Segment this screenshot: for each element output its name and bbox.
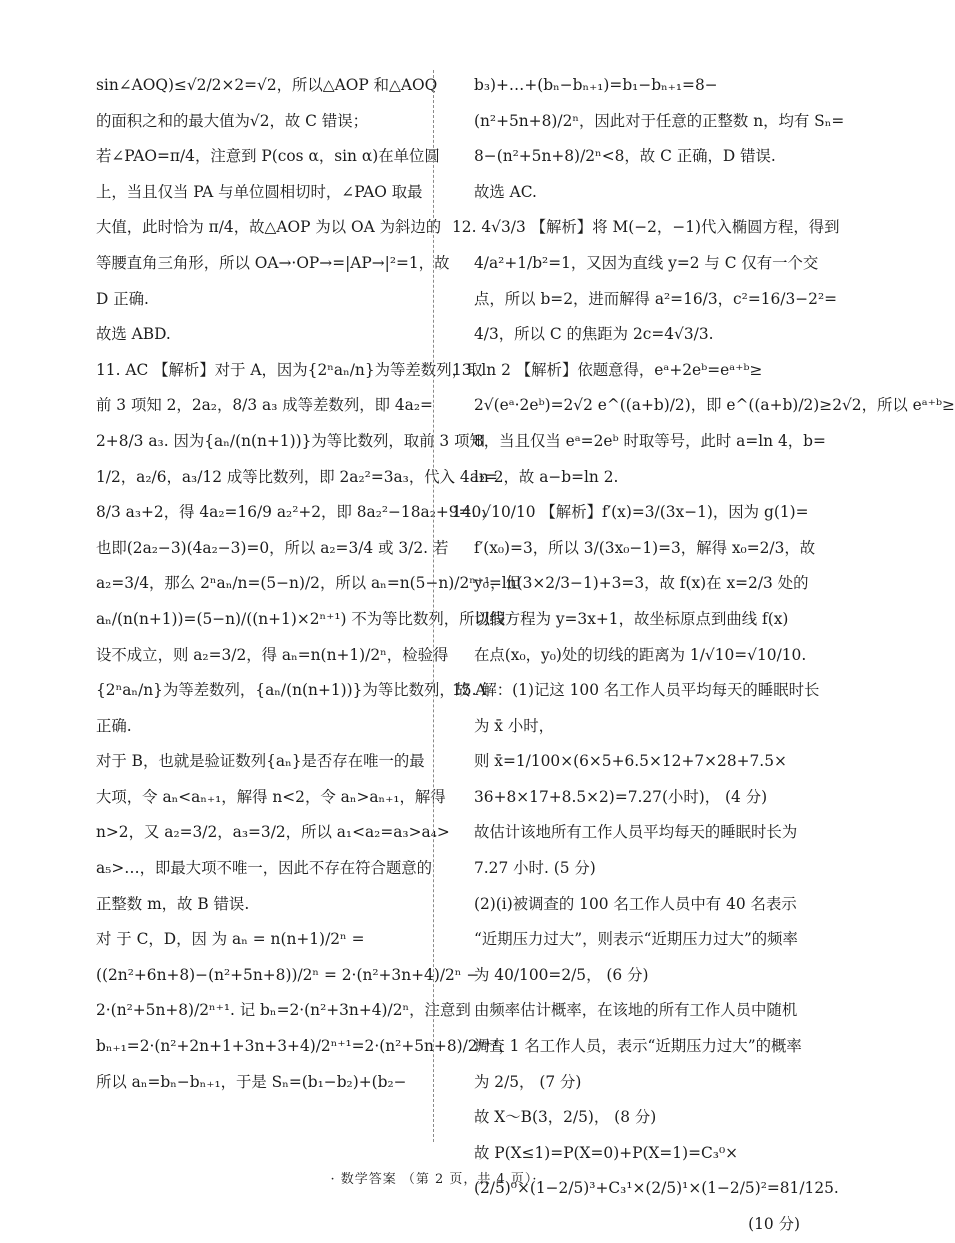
text-line: n>2，又 a₂=3/2，a₃=3/2，所以 a₁<a₂=a₃>a₄> [96,823,450,842]
text-line: 对于 B，也就是验证数列{aₙ}是否存在唯一的最 [96,752,425,771]
text-line: 正整数 m，故 B 错误. [96,894,250,913]
text-line: 故选 AC. [474,182,537,201]
text-line: 2√(eᵃ·2eᵇ)=2√2 e^((a+b)/2)，即 e^((a+b)/2)≥2√2，所以 eᵃ⁺ᵇ≥ [474,396,955,415]
text-line: 7.27 小时. (5 分) [474,859,596,878]
text-line: a₅>…，即最大项不唯一，因此不存在符合题意的 [96,859,433,878]
text-line: 的面积之和的最大值为√2，故 C 错误； [96,111,369,130]
text-line: 8，当且仅当 eᵃ=2eᵇ 时取等号，此时 a=ln 4，b= [474,431,826,450]
text-line: 2+8/3 a₃. 因为{aₙ/(n(n+1))}为等比数列，取前 3 项知 [96,431,485,450]
text-line: 对 于 C，D，因 为 aₙ = n(n+1)/2ⁿ = [96,930,365,949]
text-line: (2)(ⅰ)被调查的 100 名工作人员中有 40 名表示 [474,894,797,913]
text-line: (2/5)⁰×(1−2/5)³+C₃¹×(2/5)¹×(1−2/5)²=81/125. [474,1179,839,1198]
text-line: 故选 ABD. [96,325,171,344]
text-line: 上，当且仅当 PA 与单位圆相切时，∠PAO 取最 [96,182,423,201]
text-line: 切线方程为 y=3x+1，故坐标原点到曲线 f(x) [474,609,789,628]
text-line: aₙ/(n(n+1))=(5−n)/((n+1)×2ⁿ⁺¹) 不为等比数列，所以假 [96,609,506,628]
text-line: y₀=ln(3×2/3−1)+3=3，故 f(x)在 x=2/3 处的 [474,574,809,593]
text-line: 8/3 a₃+2，得 4a₂=16/9 a₂²+2，即 8a₂²−18a₂+9=0， [96,503,497,522]
text-line: 2·(n²+5n+8)/2ⁿ⁺¹. 记 bₙ=2·(n²+3n+4)/2ⁿ，注意到 [96,1001,471,1020]
text-line: 调查 1 名工作人员，表示“近期压力过大”的概率 [474,1037,802,1056]
text-line: {2ⁿaₙ/n}为等差数列，{aₙ/(n(n+1))}为等比数列，故 A [96,681,487,700]
text-line: f′(x₀)=3，所以 3/(3x₀−1)=3，解得 x₀=2/3，故 [474,538,816,557]
text-line: 正确. [96,716,132,735]
text-line: 4/3，所以 C 的焦距为 2c=4√3/3. [474,325,714,344]
text-line: ((2n²+6n+8)−(n²+5n+8))/2ⁿ = 2·(n²+3n+4)/2ⁿ − [96,965,480,984]
text-line: D 正确. [96,289,149,308]
text-line: b₃)+…+(bₙ−bₙ₊₁)=b₁−bₙ₊₁=8− [474,76,718,94]
text-line: 等腰直角三角形，所以 OA→·OP→=|AP→|²=1，故 [96,253,450,272]
page-footer: · 数学答案 （第 2 页，共 4 页）· [330,1172,538,1187]
text-line: 1/2，a₂/6，a₃/12 成等比数列，即 2a₂²=3a₃，代入 4a₂= [96,467,498,486]
text-line: ln 2，故 a−b=ln 2. [474,467,619,486]
right-column [452,68,955,1243]
text-line: 8−(n²+5n+8)/2ⁿ<8，故 C 正确，D 错误. [474,147,776,166]
text-line: 大项，令 aₙ<aₙ₊₁，解得 n<2，令 aₙ>aₙ₊₁，解得 [96,787,446,806]
text-line: 若∠PAO=π/4，注意到 P(cos α，sin α)在单位圆 [96,147,440,166]
text-line: 点，所以 b=2，进而解得 a²=16/3，c²=16/3−2²= [474,289,838,308]
text-line: 故 X～B(3，2/5)， (8 分) [474,1108,657,1127]
text-line: 设不成立，则 a₂=3/2，得 aₙ=n(n+1)/2ⁿ，检验得 [96,645,449,664]
text-line: a₂=3/4，那么 2ⁿaₙ/n=(5−n)/2，所以 aₙ=n(5−n)/2ⁿ⁺¹，但 [96,574,521,593]
text-line: 为 2/5， (7 分) [474,1072,582,1091]
text-line: 由频率估计概率，在该地的所有工作人员中随机 [474,1001,798,1020]
question-14-heading: 14. √10/10 【解析】f′(x)=3/(3x−1)，因为 g(1)= [452,503,809,522]
text-line: 4/a²+1/b²=1，又因为直线 y=2 与 C 仅有一个交 [474,253,819,272]
text-line: (n²+5n+8)/2ⁿ，因此对于任意的正整数 n，均有 Sₙ= [474,111,845,130]
question-13-heading: 13. ln 2 【解析】依题意得，eᵃ+2eᵇ=eᵃ⁺ᵇ≥ [452,360,763,379]
text-line: sin∠AOQ)≤√2/2×2=√2，所以△AOP 和△AOQ [96,76,438,94]
question-12-heading: 12. 4√3/3 【解析】将 M(−2，−1)代入椭圆方程，得到 [452,218,840,237]
column-divider [433,70,434,1142]
text-line: 36+8×17+8.5×2)=7.27(小时)， (4 分) [474,787,768,806]
text-line: “近期压力过大”，则表示“近期压力过大”的频率 [474,930,798,949]
text-line: 则 x̄=1/100×(6×5+6.5×12+7×28+7.5× [474,752,787,771]
text-line: 也即(2a₂−3)(4a₂−3)=0，所以 a₂=3/4 或 3/2. 若 [96,538,449,557]
score-note: (10 分) [748,1215,800,1233]
question-11-heading: 11. AC 【解析】对于 A，因为{2ⁿaₙ/n}为等差数列，取 [96,360,483,379]
text-line: 所以 aₙ=bₙ−bₙ₊₁，于是 Sₙ=(b₁−b₂)+(b₂− [96,1072,407,1091]
text-line: 为 40/100=2/5， (6 分) [474,965,649,984]
text-line: 故估计该地所有工作人员平均每天的睡眠时长为 [474,823,798,842]
text-line: 为 x̄ 小时， [474,716,555,735]
text-line: 故 P(X≤1)=P(X=0)+P(X=1)=C₃⁰× [474,1143,739,1162]
text-line: 前 3 项知 2，2a₂，8/3 a₃ 成等差数列，即 4a₂= [96,396,433,415]
text-line: 大值，此时恰为 π/4，故△AOP 为以 OA 为斜边的 [96,218,442,237]
text-line: 在点(x₀，y₀)处的切线的距离为 1/√10=√10/10. [474,645,807,664]
text-line: bₙ₊₁=2·(n²+2n+1+3n+3+4)/2ⁿ⁺¹=2·(n²+5n+8)/2ⁿ⁺¹， [96,1037,514,1056]
question-15-heading: 15. 解：(1)记这 100 名工作人员平均每天的睡眠时长 [452,681,820,700]
